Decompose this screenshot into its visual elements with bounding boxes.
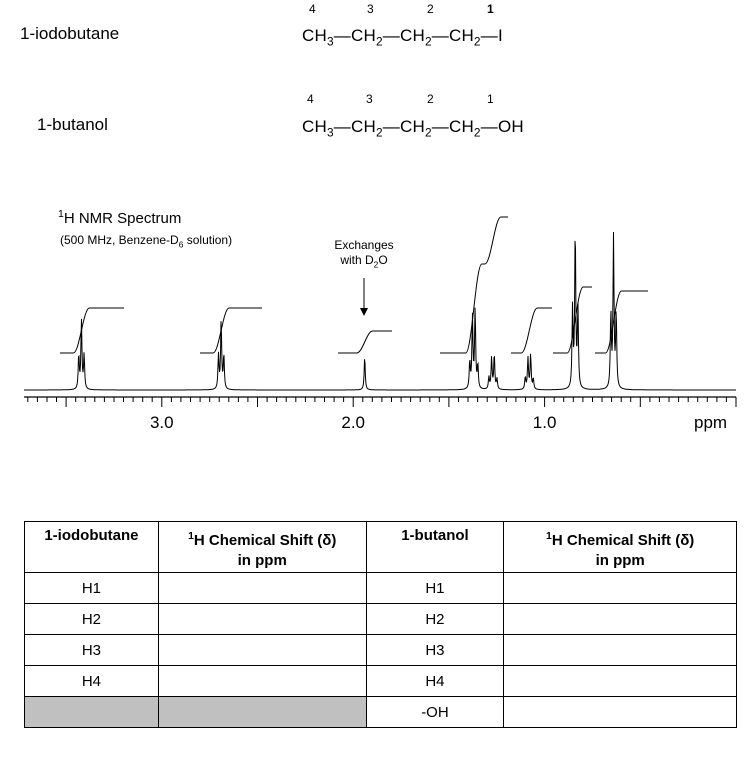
cell-butanol-proton: H2 bbox=[366, 604, 504, 635]
tick-label: 3.0 bbox=[149, 413, 174, 432]
carbon-number-1: 1 bbox=[487, 2, 494, 16]
integral-curve bbox=[511, 308, 552, 353]
exchange-annotation: Exchanges with $D_2O$ bbox=[334, 238, 394, 270]
integral-curve bbox=[60, 308, 124, 353]
formula-butanol: $CH_3—CH_2—CH_2—CH_2—OH$ bbox=[302, 117, 524, 140]
cell-iodobutane-shift[interactable] bbox=[158, 573, 366, 604]
cell-iodobutane-proton: H2 bbox=[25, 604, 159, 635]
cell-shaded bbox=[158, 697, 366, 728]
tick-label: 1.0 bbox=[532, 413, 557, 432]
cell-butanol-proton: -OH bbox=[366, 697, 504, 728]
integral-curve bbox=[200, 308, 262, 353]
cell-iodobutane-shift[interactable] bbox=[158, 635, 366, 666]
carbon-number-3: 3 bbox=[366, 92, 373, 106]
cell-butanol-shift[interactable] bbox=[504, 604, 737, 635]
x-axis-unit: ppm bbox=[694, 413, 728, 432]
integral-curve bbox=[595, 291, 648, 353]
header-butanol: 1-butanol bbox=[366, 522, 504, 573]
header-shift-butanol: $^1$H Chemical Shift (δ) in ppm bbox=[504, 522, 737, 573]
molecule-name-butanol: 1-butanol bbox=[37, 115, 108, 134]
formula-iodobutane: $CH_3—CH_2—CH_2—CH_2—I$ bbox=[302, 26, 503, 49]
header-shift-iodobutane: $^1$H Chemical Shift (δ) in ppm bbox=[158, 522, 366, 573]
header-iodobutane: 1-iodobutane bbox=[25, 522, 159, 573]
table-row bbox=[25, 666, 737, 697]
cell-butanol-shift[interactable] bbox=[504, 697, 737, 728]
chemical-shift-table bbox=[24, 521, 737, 728]
integral-curves bbox=[60, 217, 648, 353]
table-row bbox=[25, 635, 737, 666]
carbon-number-2: 2 bbox=[427, 2, 434, 16]
carbon-number-4: 4 bbox=[309, 2, 316, 16]
cell-iodobutane-shift[interactable] bbox=[158, 666, 366, 697]
table-row bbox=[25, 697, 737, 728]
carbon-number-1: 1 bbox=[487, 92, 494, 106]
molecule-name-iodobutane: 1-iodobutane bbox=[20, 24, 120, 43]
cell-iodobutane-proton: H4 bbox=[25, 666, 159, 697]
integral-curve bbox=[338, 331, 392, 353]
carbon-number-3: 3 bbox=[367, 2, 374, 16]
integral-curve bbox=[440, 217, 508, 353]
cell-iodobutane-shift[interactable] bbox=[158, 604, 366, 635]
cell-iodobutane-proton: H3 bbox=[25, 635, 159, 666]
cell-butanol-proton: H3 bbox=[366, 635, 504, 666]
table-row bbox=[25, 604, 737, 635]
table-header-row bbox=[25, 522, 737, 573]
carbon-number-2: 2 bbox=[427, 92, 434, 106]
nmr-spectrum-plot bbox=[0, 185, 756, 435]
cell-iodobutane-proton: H1 bbox=[25, 573, 159, 604]
cell-butanol-proton: H4 bbox=[366, 666, 504, 697]
tick-label: 2.0 bbox=[341, 413, 366, 432]
spectrum-subtitle: (500 MHz, Benzene-$D_6$ solution) bbox=[60, 233, 233, 250]
x-axis-tick-labels bbox=[150, 413, 556, 432]
carbon-number-4: 4 bbox=[307, 92, 314, 106]
cell-butanol-shift[interactable] bbox=[504, 573, 737, 604]
annotation-arrow-head bbox=[360, 308, 368, 316]
cell-butanol-shift[interactable] bbox=[504, 635, 737, 666]
table-row bbox=[25, 573, 737, 604]
spectrum-title: $^1$H NMR Spectrum bbox=[58, 208, 182, 227]
spectrum-trace bbox=[24, 232, 736, 390]
cell-butanol-shift[interactable] bbox=[504, 666, 737, 697]
cell-butanol-proton: H1 bbox=[366, 573, 504, 604]
x-axis-ticks bbox=[28, 397, 736, 407]
cell-shaded bbox=[25, 697, 159, 728]
